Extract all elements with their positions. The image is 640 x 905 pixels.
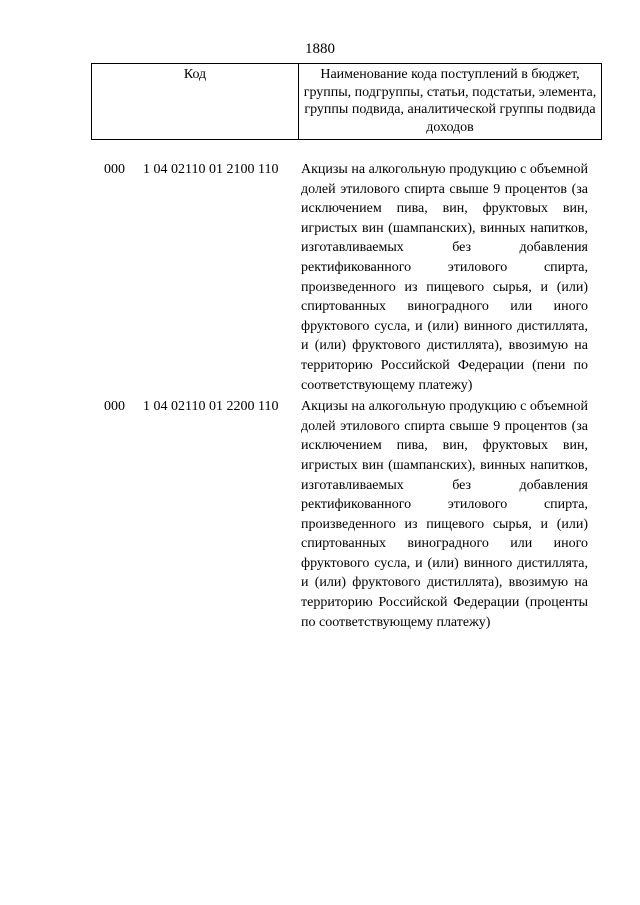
admin-code: 000 [104, 399, 125, 415]
header-row [92, 64, 602, 140]
code-column-header: Код [92, 64, 299, 140]
header-table [91, 63, 602, 140]
income-description: Акцизы на алкогольную продукцию с объемной долей этилового спирта свыше 9 процентов (за исключением пива, вин, фруктовых вин, игристых вин (шампанских), винных напитков, изготавливаемых без добавления ректификованного этилового спирта, произведенного из пищевого сырья, и (или) спиртованных виноградного или иного фруктового сусла, и (или) винного дистиллята, и (или) фруктового дистиллята), ввозимую на территорию Российской Федерации (проценты по соответствующему платежу) [301, 399, 588, 630]
budget-classification-code: 1 04 02110 01 2200 110 [143, 399, 279, 415]
page-number: 1880 [305, 41, 335, 57]
table-row [0, 397, 640, 632]
table-row [0, 160, 640, 395]
budget-classification-code: 1 04 02110 01 2100 110 [143, 162, 279, 177]
admin-code: 000 [104, 162, 125, 177]
income-description: Акцизы на алкогольную продукцию с объемной долей этилового спирта свыше 9 процентов (за исключением пива, вин, фруктовых вин, игристых вин (шампанских), винных напитков, изготавливаемых без добавления ректификованного этилового спирта, произведенного из пищевого сырья, и (или) спиртованных виноградного или иного фруктового сусла, и (или) винного дистиллята, и (или) фруктового дистиллята), ввозимую на территорию Российской Федерации (пени по соответствующему платежу) [301, 162, 588, 393]
income-codes-list [0, 160, 640, 632]
name-column-header: Наименование кода поступлений в бюджет, группы, подгруппы, статьи, подстатьи, элемента, группы подвида, аналитической группы подвида доходов [299, 64, 602, 140]
